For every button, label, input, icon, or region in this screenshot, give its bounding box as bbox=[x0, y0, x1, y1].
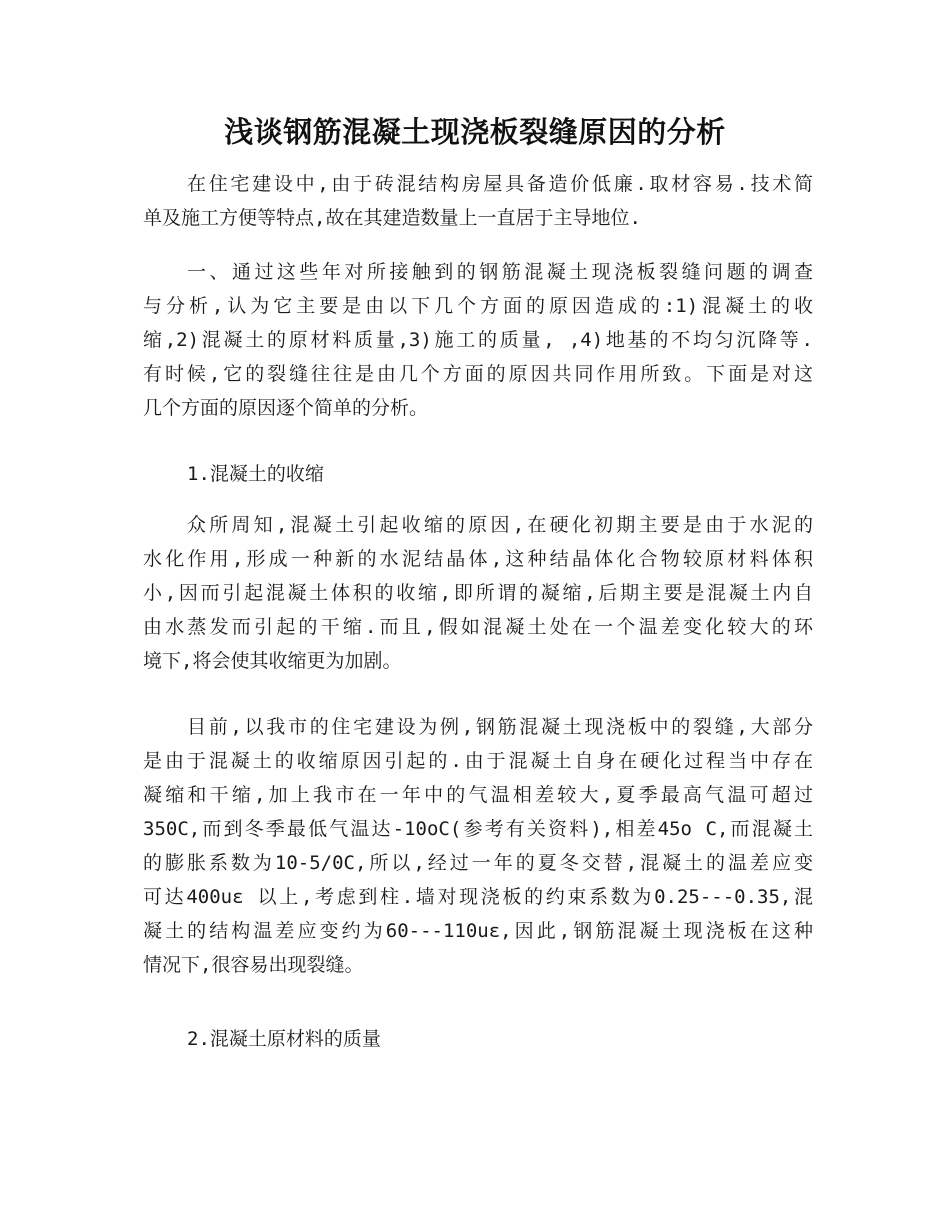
paragraph-line: 可达400uε 以上,考虑到柱.墙对现浇板的约束系数为0.25---0.35,混 bbox=[143, 886, 813, 908]
paragraph-line: 有时候,它的裂缝往往是由几个方面的原因共同作用所致。下面是对这 bbox=[143, 363, 813, 385]
document-title: 浅谈钢筋混凝土现浇板裂缝原因的分析 bbox=[224, 115, 726, 149]
paragraph-line: 凝土的结构温差应变约为60---110uε,因此,钢筋混凝土现浇板在这种 bbox=[143, 920, 813, 942]
paragraph-line: 350C,而到冬季最低气温达-10oC(参考有关资料),相差45o C,而混凝土 bbox=[143, 818, 813, 840]
section-heading: 2.混凝土原材料的质量 bbox=[187, 1028, 381, 1050]
paragraph-current-situation bbox=[143, 710, 813, 982]
paragraph-line: 单及施工方便等特点,故在其建造数量上一直居于主导地位. bbox=[143, 207, 641, 229]
paragraph-line: 一、通过这些年对所接触到的钢筋混凝土现浇板裂缝问题的调查 bbox=[187, 261, 813, 283]
section-heading-shrinkage bbox=[143, 457, 813, 491]
paragraph-line: 缩,2)混凝土的原材料质量,3)施工的质量, ,4)地基的不均匀沉降等. bbox=[143, 329, 813, 351]
paragraph-line: 众所周知,混凝土引起收缩的原因,在硬化初期主要是由于水泥的 bbox=[187, 514, 813, 536]
paragraph-line: 是由于混凝土的收缩原因引起的.由于混凝土自身在硬化过程当中存在 bbox=[143, 750, 813, 772]
paragraph-line: 几个方面的原因逐个简单的分析。 bbox=[143, 397, 429, 419]
section-heading: 1.混凝土的收缩 bbox=[187, 463, 324, 485]
paragraph-line: 与分析,认为它主要是由以下几个方面的原因造成的:1)混凝土的收 bbox=[143, 295, 813, 317]
section-heading-materials bbox=[143, 1022, 813, 1056]
paragraph-line: 情况下,很容易出现裂缝。 bbox=[143, 954, 364, 976]
paragraph-line: 在住宅建设中,由于砖混结构房屋具备造价低廉.取材容易.技术简 bbox=[187, 173, 813, 195]
paragraph-shrinkage bbox=[143, 508, 813, 678]
paragraph-line: 小,因而引起混凝土体积的收缩,即所谓的凝缩,后期主要是混凝土内自 bbox=[143, 582, 813, 604]
paragraph-line: 的膨胀系数为10-5/0C,所以,经过一年的夏冬交替,混凝土的温差应变 bbox=[143, 852, 813, 874]
paragraph-line: 由水蒸发而引起的干缩.而且,假如混凝土处在一个温差变化较大的环 bbox=[143, 616, 813, 638]
paragraph-section-one bbox=[143, 255, 813, 425]
paragraph-line: 凝缩和干缩,加上我市在一年中的气温相差较大,夏季最高气温可超过 bbox=[143, 784, 813, 806]
paragraph-line: 境下,将会使其收缩更为加剧。 bbox=[143, 650, 402, 672]
paragraph-intro bbox=[143, 167, 813, 235]
paragraph-line: 水化作用,形成一种新的水泥结晶体,这种结晶体化合物较原材料体积 bbox=[143, 548, 813, 570]
paragraph-line: 目前,以我市的住宅建设为例,钢筋混凝土现浇板中的裂缝,大部分 bbox=[187, 716, 813, 738]
